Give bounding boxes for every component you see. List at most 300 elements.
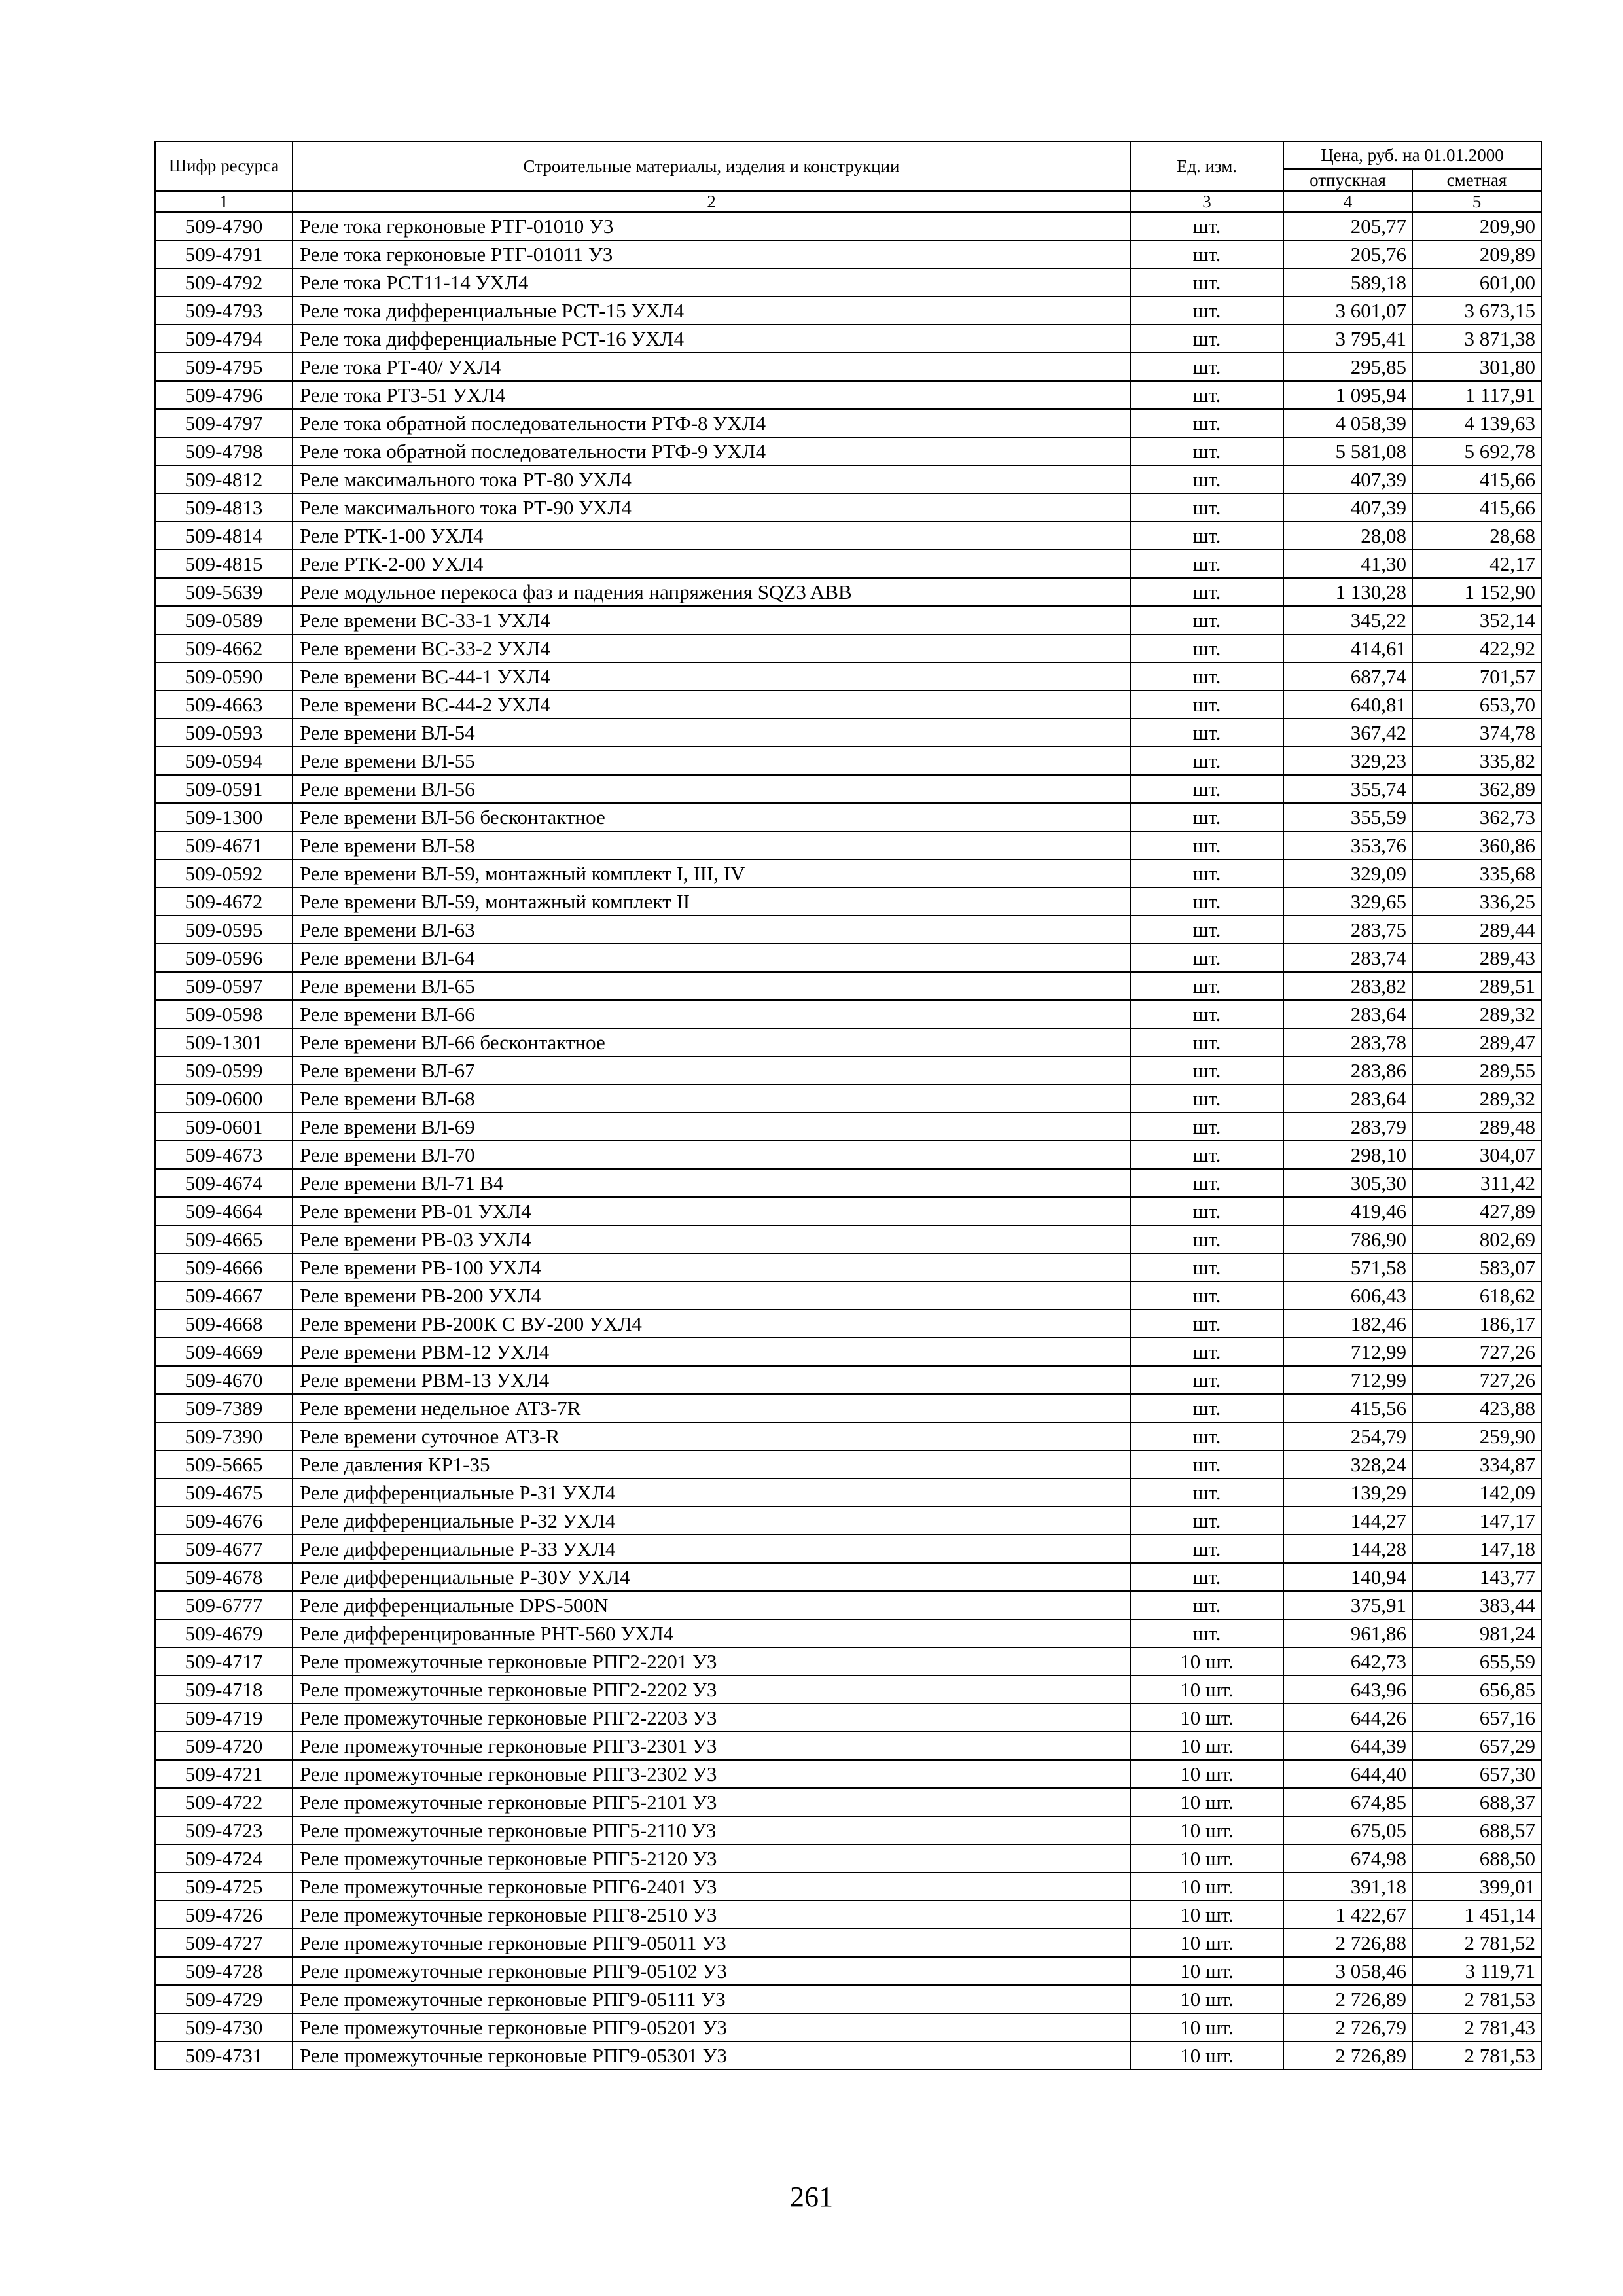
estimate-price: 2 781,52 — [1412, 1929, 1541, 1957]
unit-of-measure: шт. — [1130, 437, 1283, 465]
estimate-price: 289,43 — [1412, 944, 1541, 972]
release-price: 414,61 — [1283, 634, 1412, 662]
material-name: Реле промежуточные герконовые РПГ6-2401 У3 — [293, 1873, 1130, 1901]
table-row — [155, 1056, 1541, 1085]
material-name: Реле времени РВ-200 УХЛ4 — [293, 1282, 1130, 1310]
estimate-price: 727,26 — [1412, 1338, 1541, 1366]
estimate-price: 657,30 — [1412, 1760, 1541, 1788]
material-name: Реле тока РСТ11-14 УХЛ4 — [293, 268, 1130, 296]
table-row — [155, 803, 1541, 831]
resource-code: 509-4670 — [155, 1366, 293, 1394]
resource-code: 509-0589 — [155, 606, 293, 634]
table-row — [155, 522, 1541, 550]
unit-of-measure: 10 шт. — [1130, 1901, 1283, 1929]
unit-of-measure: шт. — [1130, 719, 1283, 747]
resource-code: 509-5665 — [155, 1450, 293, 1479]
release-price: 712,99 — [1283, 1366, 1412, 1394]
resource-code: 509-4720 — [155, 1732, 293, 1760]
table-header — [155, 141, 1541, 212]
table-row — [155, 1169, 1541, 1197]
resource-code: 509-4797 — [155, 409, 293, 437]
release-price: 283,82 — [1283, 972, 1412, 1000]
release-price: 2 726,89 — [1283, 2041, 1412, 2070]
resource-code: 509-0601 — [155, 1113, 293, 1141]
estimate-price: 352,14 — [1412, 606, 1541, 634]
table-row — [155, 1507, 1541, 1535]
table-row — [155, 1422, 1541, 1450]
estimate-price: 362,73 — [1412, 803, 1541, 831]
estimate-price: 2 781,53 — [1412, 2041, 1541, 2070]
resource-code: 509-4731 — [155, 2041, 293, 2070]
column-number: 1 — [155, 191, 293, 212]
unit-of-measure: шт. — [1130, 1479, 1283, 1507]
estimate-price: 5 692,78 — [1412, 437, 1541, 465]
material-name: Реле тока дифференциальные РСТ-16 УХЛ4 — [293, 325, 1130, 353]
estimate-price: 727,26 — [1412, 1366, 1541, 1394]
unit-of-measure: шт. — [1130, 1338, 1283, 1366]
unit-of-measure: шт. — [1130, 240, 1283, 268]
table-row — [155, 2041, 1541, 2070]
unit-of-measure: 10 шт. — [1130, 1704, 1283, 1732]
resource-code: 509-4722 — [155, 1788, 293, 1816]
resource-code: 509-0592 — [155, 859, 293, 888]
table-row — [155, 972, 1541, 1000]
estimate-price: 147,17 — [1412, 1507, 1541, 1535]
table-row — [155, 1085, 1541, 1113]
header-code: Шифр ресурса — [155, 141, 293, 191]
table-row — [155, 831, 1541, 859]
table-row — [155, 1901, 1541, 1929]
unit-of-measure: 10 шт. — [1130, 1929, 1283, 1957]
unit-of-measure: шт. — [1130, 634, 1283, 662]
unit-of-measure: шт. — [1130, 296, 1283, 325]
release-price: 786,90 — [1283, 1225, 1412, 1253]
material-name: Реле тока РТЗ-51 УХЛ4 — [293, 381, 1130, 409]
material-name: Реле времени суточное АТЗ-R — [293, 1422, 1130, 1450]
release-price: 407,39 — [1283, 465, 1412, 493]
material-name: Реле времени ВЛ-67 — [293, 1056, 1130, 1085]
material-name: Реле времени ВЛ-70 — [293, 1141, 1130, 1169]
release-price: 644,39 — [1283, 1732, 1412, 1760]
estimate-price: 362,89 — [1412, 775, 1541, 803]
table-row — [155, 212, 1541, 240]
release-price: 144,27 — [1283, 1507, 1412, 1535]
material-name: Реле тока обратной последовательности РТФ-8 УХЛ4 — [293, 409, 1130, 437]
release-price: 41,30 — [1283, 550, 1412, 578]
release-price: 298,10 — [1283, 1141, 1412, 1169]
unit-of-measure: шт. — [1130, 1422, 1283, 1450]
table-row — [155, 859, 1541, 888]
resource-code: 509-4664 — [155, 1197, 293, 1225]
unit-of-measure: шт. — [1130, 1197, 1283, 1225]
material-name: Реле времени РВМ-13 УХЛ4 — [293, 1366, 1130, 1394]
release-price: 283,74 — [1283, 944, 1412, 972]
resource-code: 509-4669 — [155, 1338, 293, 1366]
resource-code: 509-4667 — [155, 1282, 293, 1310]
table-row — [155, 1197, 1541, 1225]
estimate-price: 802,69 — [1412, 1225, 1541, 1253]
release-price: 355,59 — [1283, 803, 1412, 831]
material-name: Реле дифференциальные Р-30У УХЛ4 — [293, 1563, 1130, 1591]
unit-of-measure: 10 шт. — [1130, 1676, 1283, 1704]
unit-of-measure: шт. — [1130, 747, 1283, 775]
estimate-price: 653,70 — [1412, 691, 1541, 719]
unit-of-measure: шт. — [1130, 1450, 1283, 1479]
table-row — [155, 381, 1541, 409]
table-row — [155, 1816, 1541, 1844]
resource-code: 509-4812 — [155, 465, 293, 493]
estimate-price: 334,87 — [1412, 1450, 1541, 1479]
estimate-price: 147,18 — [1412, 1535, 1541, 1563]
table-row — [155, 747, 1541, 775]
table-row — [155, 1844, 1541, 1873]
unit-of-measure: шт. — [1130, 268, 1283, 296]
estimate-price: 656,85 — [1412, 1676, 1541, 1704]
table-row — [155, 1957, 1541, 1985]
release-price: 415,56 — [1283, 1394, 1412, 1422]
release-price: 375,91 — [1283, 1591, 1412, 1619]
resource-code: 509-4730 — [155, 2013, 293, 2041]
release-price: 642,73 — [1283, 1647, 1412, 1676]
material-name: Реле тока герконовые РТГ-01011 У3 — [293, 240, 1130, 268]
estimate-price: 399,01 — [1412, 1873, 1541, 1901]
table-row — [155, 1535, 1541, 1563]
resource-code: 509-4717 — [155, 1647, 293, 1676]
release-price: 589,18 — [1283, 268, 1412, 296]
table-row — [155, 1929, 1541, 1957]
estimate-price: 415,66 — [1412, 465, 1541, 493]
material-name: Реле времени ВЛ-66 бесконтактное — [293, 1028, 1130, 1056]
resource-code: 509-4677 — [155, 1535, 293, 1563]
table-row — [155, 1563, 1541, 1591]
estimate-price: 42,17 — [1412, 550, 1541, 578]
release-price: 643,96 — [1283, 1676, 1412, 1704]
resource-code: 509-0597 — [155, 972, 293, 1000]
estimate-price: 186,17 — [1412, 1310, 1541, 1338]
resource-code: 509-4675 — [155, 1479, 293, 1507]
unit-of-measure: шт. — [1130, 1366, 1283, 1394]
estimate-price: 336,25 — [1412, 888, 1541, 916]
table-row — [155, 1028, 1541, 1056]
release-price: 712,99 — [1283, 1338, 1412, 1366]
estimate-price: 655,59 — [1412, 1647, 1541, 1676]
release-price: 140,94 — [1283, 1563, 1412, 1591]
material-name: Реле времени ВЛ-64 — [293, 944, 1130, 972]
estimate-price: 4 139,63 — [1412, 409, 1541, 437]
unit-of-measure: 10 шт. — [1130, 1816, 1283, 1844]
material-name: Реле промежуточные герконовые РПГ5-2110 У3 — [293, 1816, 1130, 1844]
table-row — [155, 409, 1541, 437]
estimate-price: 1 117,91 — [1412, 381, 1541, 409]
estimate-price: 259,90 — [1412, 1422, 1541, 1450]
resource-code: 509-4663 — [155, 691, 293, 719]
material-name: Реле давления КР1-35 — [293, 1450, 1130, 1479]
resource-code: 509-4790 — [155, 212, 293, 240]
estimate-price: 2 781,53 — [1412, 1985, 1541, 2013]
table-row — [155, 1647, 1541, 1676]
release-price: 139,29 — [1283, 1479, 1412, 1507]
unit-of-measure: шт. — [1130, 1563, 1283, 1591]
resource-code: 509-4719 — [155, 1704, 293, 1732]
material-name: Реле времени ВЛ-63 — [293, 916, 1130, 944]
material-name: Реле времени ВЛ-66 — [293, 1000, 1130, 1028]
estimate-price: 209,89 — [1412, 240, 1541, 268]
unit-of-measure: шт. — [1130, 1253, 1283, 1282]
column-number: 3 — [1130, 191, 1283, 212]
estimate-price: 28,68 — [1412, 522, 1541, 550]
release-price: 367,42 — [1283, 719, 1412, 747]
release-price: 644,26 — [1283, 1704, 1412, 1732]
resource-code: 509-4672 — [155, 888, 293, 916]
header-unit: Ед. изм. — [1130, 141, 1283, 191]
estimate-price: 289,48 — [1412, 1113, 1541, 1141]
resource-code: 509-0598 — [155, 1000, 293, 1028]
table-row — [155, 1141, 1541, 1169]
resource-code: 509-4795 — [155, 353, 293, 381]
estimate-price: 289,55 — [1412, 1056, 1541, 1085]
release-price: 353,76 — [1283, 831, 1412, 859]
estimate-price: 289,44 — [1412, 916, 1541, 944]
unit-of-measure: шт. — [1130, 1591, 1283, 1619]
material-name: Реле промежуточные герконовые РПГ2-2203 У3 — [293, 1704, 1130, 1732]
column-number: 4 — [1283, 191, 1412, 212]
material-name: Реле дифференцированные РНТ-560 УХЛ4 — [293, 1619, 1130, 1647]
resource-code: 509-4668 — [155, 1310, 293, 1338]
resource-code: 509-0595 — [155, 916, 293, 944]
estimate-price: 423,88 — [1412, 1394, 1541, 1422]
material-name: Реле модульное перекоса фаз и падения напряжения SQZ3 ABB — [293, 578, 1130, 606]
unit-of-measure: шт. — [1130, 1619, 1283, 1647]
unit-of-measure: 10 шт. — [1130, 1647, 1283, 1676]
resource-code: 509-4814 — [155, 522, 293, 550]
estimate-price: 688,50 — [1412, 1844, 1541, 1873]
table-row — [155, 1985, 1541, 2013]
unit-of-measure: шт. — [1130, 1085, 1283, 1113]
header-estimate-price: сметная — [1412, 169, 1541, 191]
unit-of-measure: шт. — [1130, 550, 1283, 578]
release-price: 283,64 — [1283, 1000, 1412, 1028]
resource-code: 509-7389 — [155, 1394, 293, 1422]
resource-code: 509-0593 — [155, 719, 293, 747]
material-name: Реле времени РВ-200К С ВУ-200 УХЛ4 — [293, 1310, 1130, 1338]
resource-code: 509-4729 — [155, 1985, 293, 2013]
estimate-price: 301,80 — [1412, 353, 1541, 381]
release-price: 305,30 — [1283, 1169, 1412, 1197]
release-price: 687,74 — [1283, 662, 1412, 691]
unit-of-measure: шт. — [1130, 578, 1283, 606]
unit-of-measure: шт. — [1130, 1028, 1283, 1056]
material-name: Реле промежуточные герконовые РПГ3-2301 У3 — [293, 1732, 1130, 1760]
estimate-price: 3 673,15 — [1412, 296, 1541, 325]
material-name: Реле тока обратной последовательности РТФ-9 УХЛ4 — [293, 437, 1130, 465]
table-row — [155, 662, 1541, 691]
resource-code: 509-4662 — [155, 634, 293, 662]
material-name: Реле максимального тока РТ-90 УХЛ4 — [293, 493, 1130, 522]
release-price: 3 601,07 — [1283, 296, 1412, 325]
material-name: Реле промежуточные герконовые РПГ9-05011 У3 — [293, 1929, 1130, 1957]
release-price: 295,85 — [1283, 353, 1412, 381]
release-price: 3 795,41 — [1283, 325, 1412, 353]
release-price: 283,78 — [1283, 1028, 1412, 1056]
resource-code: 509-4674 — [155, 1169, 293, 1197]
material-name: Реле времени ВЛ-58 — [293, 831, 1130, 859]
estimate-price: 3 871,38 — [1412, 325, 1541, 353]
resource-code: 509-4724 — [155, 1844, 293, 1873]
estimate-price: 1 152,90 — [1412, 578, 1541, 606]
unit-of-measure: шт. — [1130, 465, 1283, 493]
unit-of-measure: шт. — [1130, 1000, 1283, 1028]
resource-code: 509-0600 — [155, 1085, 293, 1113]
table-row — [155, 325, 1541, 353]
release-price: 5 581,08 — [1283, 437, 1412, 465]
table-row — [155, 2013, 1541, 2041]
release-price: 3 058,46 — [1283, 1957, 1412, 1985]
release-price: 571,58 — [1283, 1253, 1412, 1282]
estimate-price: 209,90 — [1412, 212, 1541, 240]
table-row — [155, 437, 1541, 465]
material-name: Реле промежуточные герконовые РПГ8-2510 У3 — [293, 1901, 1130, 1929]
table-row — [155, 1394, 1541, 1422]
unit-of-measure: шт. — [1130, 888, 1283, 916]
header-price: Цена, руб. на 01.01.2000 — [1283, 141, 1541, 169]
unit-of-measure: шт. — [1130, 775, 1283, 803]
unit-of-measure: шт. — [1130, 1394, 1283, 1422]
material-name: Реле тока дифференциальные РСТ-15 УХЛ4 — [293, 296, 1130, 325]
material-name: Реле времени ВС-33-2 УХЛ4 — [293, 634, 1130, 662]
unit-of-measure: шт. — [1130, 493, 1283, 522]
material-name: Реле времени РВ-100 УХЛ4 — [293, 1253, 1130, 1282]
unit-of-measure: шт. — [1130, 409, 1283, 437]
unit-of-measure: шт. — [1130, 1169, 1283, 1197]
resource-code: 509-4673 — [155, 1141, 293, 1169]
resource-code: 509-4728 — [155, 1957, 293, 1985]
resource-code: 509-4798 — [155, 437, 293, 465]
release-price: 283,79 — [1283, 1113, 1412, 1141]
release-price: 674,85 — [1283, 1788, 1412, 1816]
column-number: 5 — [1412, 191, 1541, 212]
material-name: Реле времени ВЛ-69 — [293, 1113, 1130, 1141]
resource-code: 509-6777 — [155, 1591, 293, 1619]
resource-code: 509-4678 — [155, 1563, 293, 1591]
release-price: 283,86 — [1283, 1056, 1412, 1085]
estimate-price: 618,62 — [1412, 1282, 1541, 1310]
table-row — [155, 1479, 1541, 1507]
estimate-price: 143,77 — [1412, 1563, 1541, 1591]
material-name: Реле промежуточные герконовые РПГ5-2101 У3 — [293, 1788, 1130, 1816]
table-row — [155, 1253, 1541, 1282]
estimate-price: 335,68 — [1412, 859, 1541, 888]
material-name: Реле времени ВЛ-56 бесконтактное — [293, 803, 1130, 831]
material-name: Реле времени РВ-03 УХЛ4 — [293, 1225, 1130, 1253]
unit-of-measure: 10 шт. — [1130, 2041, 1283, 2070]
table-row — [155, 268, 1541, 296]
unit-of-measure: шт. — [1130, 1282, 1283, 1310]
unit-of-measure: шт. — [1130, 606, 1283, 634]
estimate-price: 583,07 — [1412, 1253, 1541, 1282]
release-price: 2 726,88 — [1283, 1929, 1412, 1957]
release-price: 283,64 — [1283, 1085, 1412, 1113]
release-price: 355,74 — [1283, 775, 1412, 803]
material-name: Реле времени ВЛ-59, монтажный комплект I, III, IV — [293, 859, 1130, 888]
release-price: 345,22 — [1283, 606, 1412, 634]
material-name: Реле промежуточные герконовые РПГ3-2302 У3 — [293, 1760, 1130, 1788]
material-name: Реле промежуточные герконовые РПГ2-2201 У3 — [293, 1647, 1130, 1676]
table-row — [155, 1282, 1541, 1310]
unit-of-measure: 10 шт. — [1130, 1985, 1283, 2013]
material-name: Реле РТК-1-00 УХЛ4 — [293, 522, 1130, 550]
resource-code: 509-4721 — [155, 1760, 293, 1788]
table-row — [155, 493, 1541, 522]
material-name: Реле времени РВ-01 УХЛ4 — [293, 1197, 1130, 1225]
release-price: 329,09 — [1283, 859, 1412, 888]
estimate-price: 142,09 — [1412, 1479, 1541, 1507]
resource-code: 509-4792 — [155, 268, 293, 296]
material-name: Реле промежуточные герконовые РПГ9-05102 У3 — [293, 1957, 1130, 1985]
header-release-price: отпускная — [1283, 169, 1412, 191]
release-price: 2 726,79 — [1283, 2013, 1412, 2041]
table-row — [155, 1704, 1541, 1732]
release-price: 254,79 — [1283, 1422, 1412, 1450]
resource-code: 509-1300 — [155, 803, 293, 831]
table-row — [155, 606, 1541, 634]
resource-code: 509-4813 — [155, 493, 293, 522]
unit-of-measure: шт. — [1130, 1310, 1283, 1338]
material-name: Реле дифференциальные Р-31 УХЛ4 — [293, 1479, 1130, 1507]
estimate-price: 304,07 — [1412, 1141, 1541, 1169]
estimate-price: 289,51 — [1412, 972, 1541, 1000]
resource-code: 509-4666 — [155, 1253, 293, 1282]
release-price: 205,77 — [1283, 212, 1412, 240]
material-name: Реле дифференциальные DPS-500N — [293, 1591, 1130, 1619]
resource-code: 509-4796 — [155, 381, 293, 409]
release-price: 182,46 — [1283, 1310, 1412, 1338]
release-price: 407,39 — [1283, 493, 1412, 522]
release-price: 329,23 — [1283, 747, 1412, 775]
resource-code: 509-4794 — [155, 325, 293, 353]
material-name: Реле дифференциальные Р-32 УХЛ4 — [293, 1507, 1130, 1535]
release-price: 2 726,89 — [1283, 1985, 1412, 2013]
table-body — [155, 212, 1541, 2070]
header-materials: Строительные материалы, изделия и конструкции — [293, 141, 1130, 191]
unit-of-measure: шт. — [1130, 662, 1283, 691]
table-row — [155, 1619, 1541, 1647]
table-row — [155, 1591, 1541, 1619]
table-row — [155, 465, 1541, 493]
unit-of-measure: 10 шт. — [1130, 1957, 1283, 1985]
resource-code: 509-4718 — [155, 1676, 293, 1704]
estimate-price: 3 119,71 — [1412, 1957, 1541, 1985]
material-name: Реле времени ВС-44-2 УХЛ4 — [293, 691, 1130, 719]
unit-of-measure: шт. — [1130, 944, 1283, 972]
material-name: Реле промежуточные герконовые РПГ9-05201 У3 — [293, 2013, 1130, 2041]
material-name: Реле времени ВЛ-71 В4 — [293, 1169, 1130, 1197]
resource-code: 509-4665 — [155, 1225, 293, 1253]
material-name: Реле тока РТ-40/ УХЛ4 — [293, 353, 1130, 381]
resource-code: 509-4793 — [155, 296, 293, 325]
table-row — [155, 240, 1541, 268]
table-row — [155, 1760, 1541, 1788]
material-name: Реле времени ВЛ-65 — [293, 972, 1130, 1000]
estimate-price: 601,00 — [1412, 268, 1541, 296]
resource-code: 509-4725 — [155, 1873, 293, 1901]
estimate-price: 335,82 — [1412, 747, 1541, 775]
material-name: Реле дифференциальные Р-33 УХЛ4 — [293, 1535, 1130, 1563]
estimate-price: 415,66 — [1412, 493, 1541, 522]
table-row — [155, 1676, 1541, 1704]
unit-of-measure: шт. — [1130, 1141, 1283, 1169]
material-name: Реле времени ВЛ-56 — [293, 775, 1130, 803]
unit-of-measure: шт. — [1130, 1507, 1283, 1535]
